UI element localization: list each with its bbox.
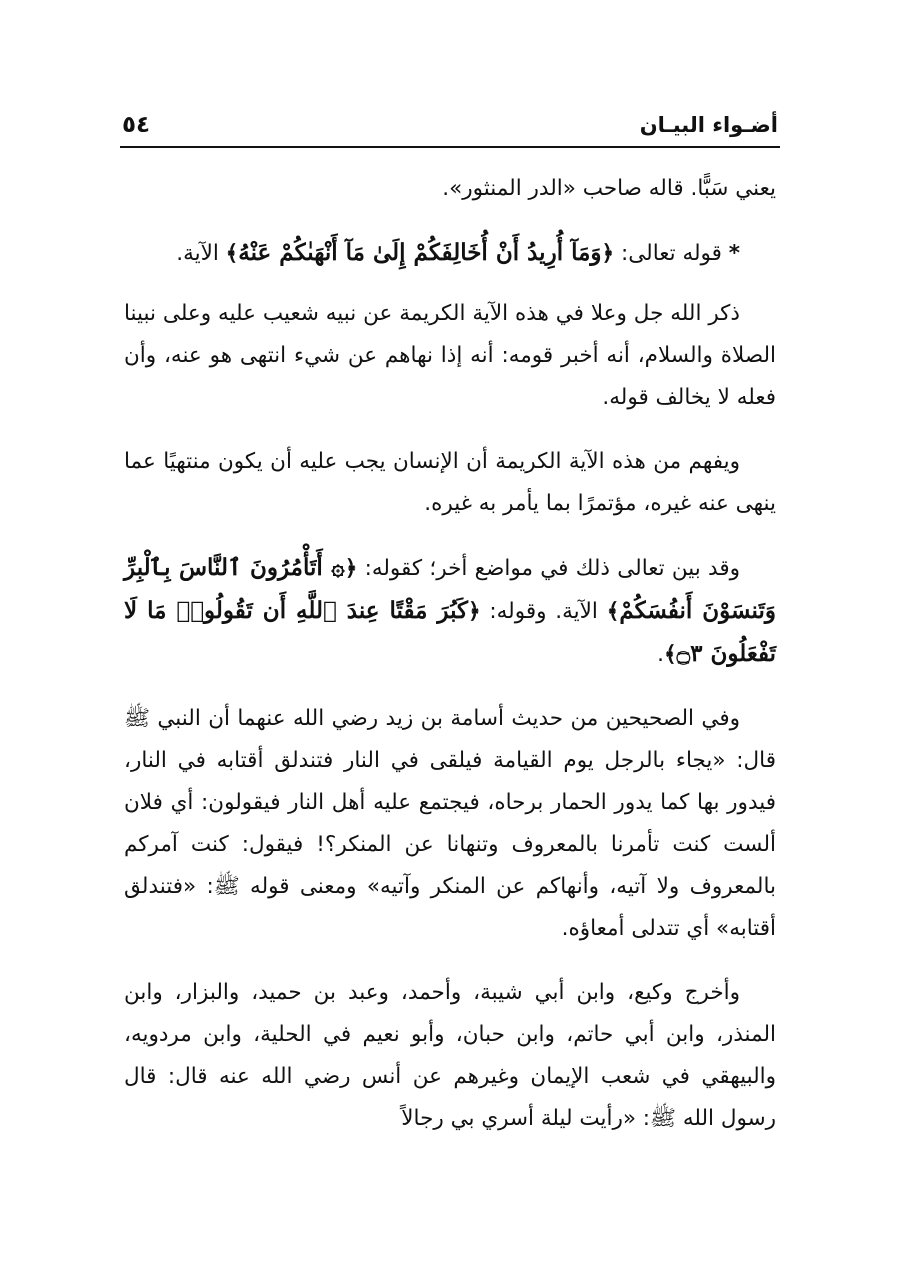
ornate-bracket-open: ﴿ [601, 241, 615, 266]
running-header [122, 108, 778, 148]
paragraph-7-text: وأخرج وكيع، وابن أبي شيبة، وأحمد، وعبد بن حميد، والبزار، وابن المنذر، وابن أبي حاتم، وابن حبان، وأبو نعيم في الحلية، وابن مردويه، والبيهقي في شعب الإيمان وغيرهم عن أنس رضي الله عنه قال: قال رسول الله ﷺ: «رأيت ليلة أسري بي رجالاً [124, 980, 776, 1131]
paragraph-7 [124, 972, 776, 1140]
ornate-bracket-close: ﴾ [664, 642, 677, 667]
paragraph-3 [124, 293, 776, 419]
quran-verse: وَمَآ أُرِيدُ أَنْ أُخَالِفَكُمْ إِلَىٰ مَآ أَنْهَىٰكُمْ عَنْهُ [238, 239, 602, 266]
ornate-bracket-open: ﴿ [467, 599, 481, 624]
verse-tail: الآية. [176, 241, 219, 266]
quran-verse: ۞ أَتَأْمُرُونَ ٱلنَّاسَ بِٱلْبِرِّ وَتَنسَوْنَ أَنفُسَكُمْ [124, 554, 776, 624]
paragraph-1 [124, 168, 776, 210]
page-body [124, 168, 776, 1162]
book-title: أضـواء البيـان [639, 113, 778, 137]
paragraph-6-text: وفي الصحيحين من حديث أسامة بن زيد رضي الله عنهما أن النبي ﷺ قال: «يجاء بالرجل يوم القيامة فيلقى في النار فتندلق أقتابه في النار، فيدور بها كما يدور الحمار برحاه، فيجتمع عليه أهل النار فيقولون: أي فلان ألست كنت تأمرنا بالمعروف وتنهانا عن المنكر؟! فيقول: كنت آمركم بالمعروف ولا آتيه، وأنهاكم عن المنكر وآتيه» ومعنى قوله ﷺ: «فتندلق أقتابه» أي تتدلى أمعاؤه. [124, 706, 776, 941]
paragraph-5-end: . [657, 642, 665, 667]
header-divider [120, 146, 780, 148]
paragraph-2 [124, 232, 776, 275]
paragraph-6 [124, 698, 776, 950]
section-asterisk: * [728, 241, 740, 266]
page-number: ٥٤ [122, 112, 151, 138]
paragraph-5-intro: وقد بين تعالى ذلك في مواضع أخر؛ كقوله: [364, 556, 740, 581]
paragraph-3-text: ذكر الله جل وعلا في هذه الآية الكريمة عن نبيه شعيب عليه وعلى نبينا الصلاة والسلام، أنه أخبر قومه: أنه إذا نهاهم عن شيء انتهى هو عنه، وأن فعله لا يخالف قوله. [124, 301, 776, 410]
ornate-bracket-close: ﴾ [225, 241, 239, 266]
paragraph-5-mid: الآية. وقوله: [489, 599, 598, 624]
paragraph-4-text: ويفهم من هذه الآية الكريمة أن الإنسان يجب عليه أن يكون منتهيًا عما ينهى عنه غيره، مؤتمرًا بما يأمر به غيره. [124, 449, 776, 516]
paragraph-4 [124, 441, 776, 525]
ornate-bracket-open: ﴿ [344, 556, 358, 581]
ornate-bracket-close: ﴾ [606, 599, 620, 624]
quran-verse: كَبُرَ مَقْتًا عِندَ ٱللَّهِ أَن تَقُولُوا۟ مَا لَا تَفْعَلُونَ ۝٣ [124, 597, 776, 667]
paragraph-1-text: يعني سَبًّا. قاله صاحب «الدر المنثور». [442, 176, 776, 201]
paragraph-5 [124, 547, 776, 676]
verse-intro: قوله تعالى: [620, 241, 722, 266]
